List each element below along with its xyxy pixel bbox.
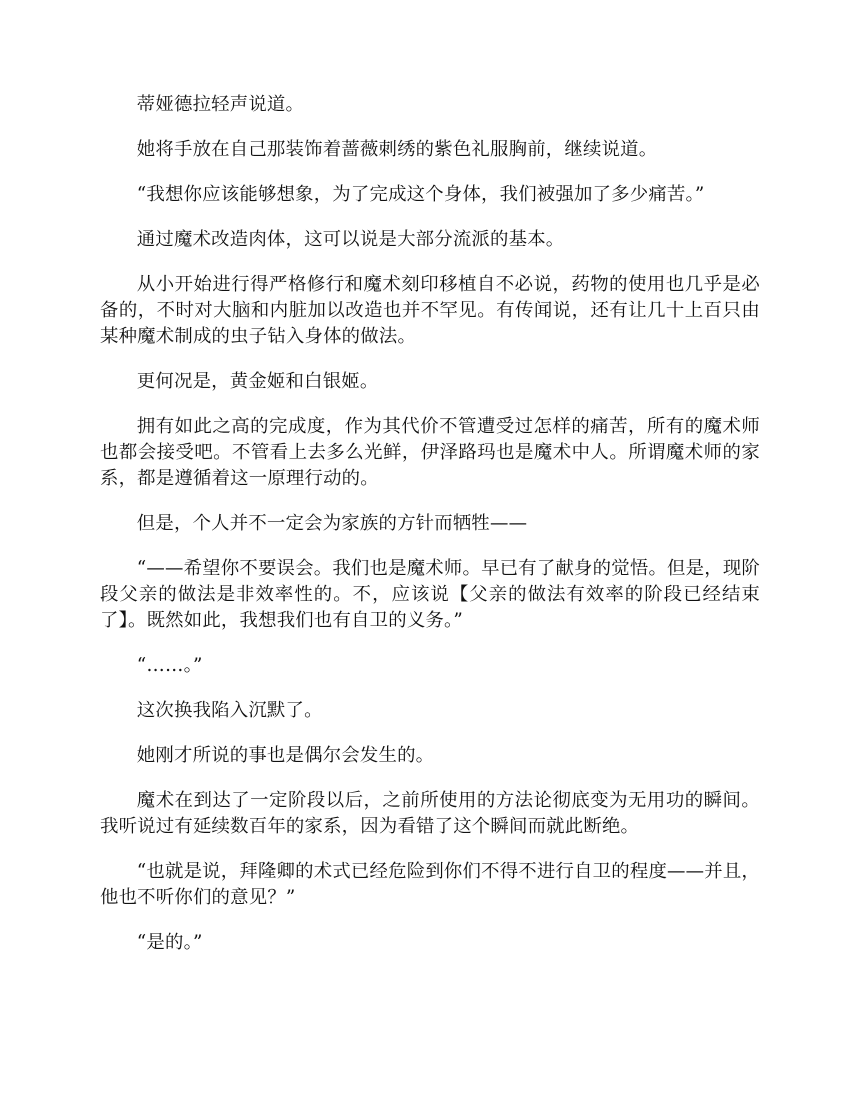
paragraph: “——希望你不要误会。我们也是魔术师。早已有了献身的觉悟。但是，现阶段父亲的做法是非效率性的。不，应该说【父亲的做法有效率的阶段已经结束了】。既然如此，我想我们也有自卫的义务。”	[100, 558, 760, 631]
paragraph: “……。”	[136, 655, 203, 676]
document-body	[100, 92, 760, 975]
paragraph: 蒂娅德拉轻声说道。	[136, 94, 305, 115]
paragraph: 她刚才所说的事也是偶尔会发生的。	[136, 745, 435, 766]
paragraph: 这次换我陷入沉默了。	[136, 700, 323, 721]
paragraph: “是的。”	[136, 932, 203, 953]
paragraph: 从小开始进行得严格修行和魔术刻印移植自不必说，药物的使用也几乎是必备的，不时对大脑和内脏加以改造也并不罕见。有传闻说，还有让几十上百只由某种魔术制成的虫子钻入身体的做法。	[100, 274, 760, 347]
paragraph: 但是，个人并不一定会为家族的方针而牺牲——	[136, 513, 528, 534]
paragraph: “我想你应该能够想象，为了完成这个身体，我们被强加了多少痛苦。”	[136, 184, 705, 205]
paragraph: 通过魔术改造肉体，这可以说是大部分流派的基本。	[136, 229, 565, 250]
paragraph: 魔术在到达了一定阶段以后，之前所使用的方法论彻底变为无用功的瞬间。我听说过有延续数百年的家系，因为看错了这个瞬间而就此断绝。	[100, 790, 760, 837]
paragraph: 拥有如此之高的完成度，作为其代价不管遭受过怎样的痛苦，所有的魔术师也都会接受吧。不管看上去多么光鲜，伊泽路玛也是魔术中人。所谓魔术师的家系，都是遵循着这一原理行动的。	[100, 416, 760, 489]
paragraph: 更何况是，黄金姬和白银姬。	[136, 371, 379, 392]
paragraph: “也就是说，拜隆卿的术式已经危险到你们不得不进行自卫的程度——并且，他也不听你们的意见？”	[100, 861, 760, 908]
paragraph: 她将手放在自己那装饰着蔷薇刺绣的紫色礼服胸前，继续说道。	[136, 139, 658, 160]
